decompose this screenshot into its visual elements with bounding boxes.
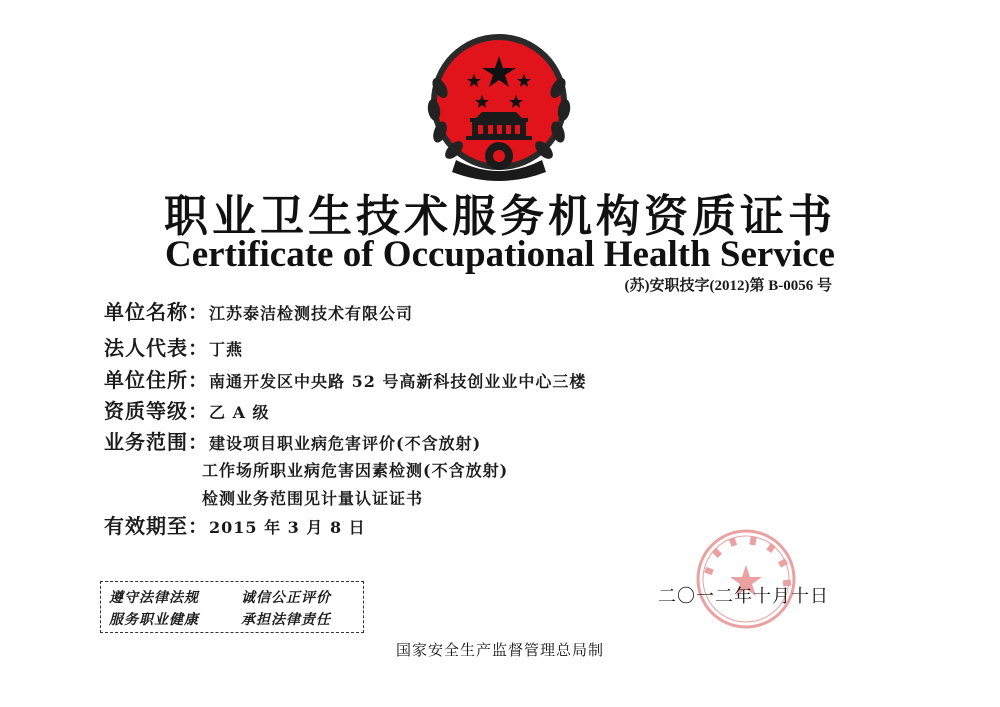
field-grade (104, 399, 270, 425)
title-english: Certificate of Occupational Health Service (165, 234, 835, 275)
field-label: 有效期至： (104, 514, 209, 538)
certificate-number: (苏)安职技字(2012)第 B-0056 号 (624, 278, 832, 294)
issue-date: 二〇一二年十月十日 (658, 586, 829, 607)
scope-line: 建设项目职业病危害评价(不含放射) (209, 434, 482, 453)
field-scope (104, 430, 481, 456)
field-value: 乙 A 级 (209, 403, 270, 422)
scope-line: 检测业务范围见计量认证证书 (202, 489, 424, 508)
motto-text: 遵守法律法规 (109, 590, 199, 606)
field-label: 法人代表： (104, 336, 209, 360)
field-label: 单位名称： (104, 300, 209, 324)
motto-text: 承担法律责任 (241, 612, 331, 628)
motto-box (100, 581, 364, 633)
field-value: 江苏泰洁检测技术有限公司 (209, 304, 414, 323)
field-label: 单位住所： (104, 368, 209, 392)
field-label: 资质等级： (104, 399, 209, 423)
official-seal-icon (694, 527, 798, 631)
field-legal-rep (104, 336, 243, 362)
title-chinese: 职业卫生技术服务机构资质证书 (164, 191, 836, 242)
motto-text: 诚信公正评价 (241, 590, 331, 606)
field-value: 2015 年 3 月 8 日 (209, 518, 366, 537)
field-unit-name (104, 300, 413, 326)
field-address (104, 368, 586, 394)
field-valid-until (104, 514, 366, 540)
field-value: 南通开发区中央路 52 号高新科技创业业中心三楼 (209, 372, 587, 391)
national-emblem-icon (426, 32, 572, 182)
issuer: 国家安全生产监督管理总局制 (395, 641, 604, 659)
field-value: 丁燕 (209, 340, 244, 359)
motto-text: 服务职业健康 (109, 612, 199, 628)
scope-line: 工作场所职业病危害因素检测(不含放射) (202, 461, 509, 480)
field-label: 业务范围： (104, 430, 209, 454)
